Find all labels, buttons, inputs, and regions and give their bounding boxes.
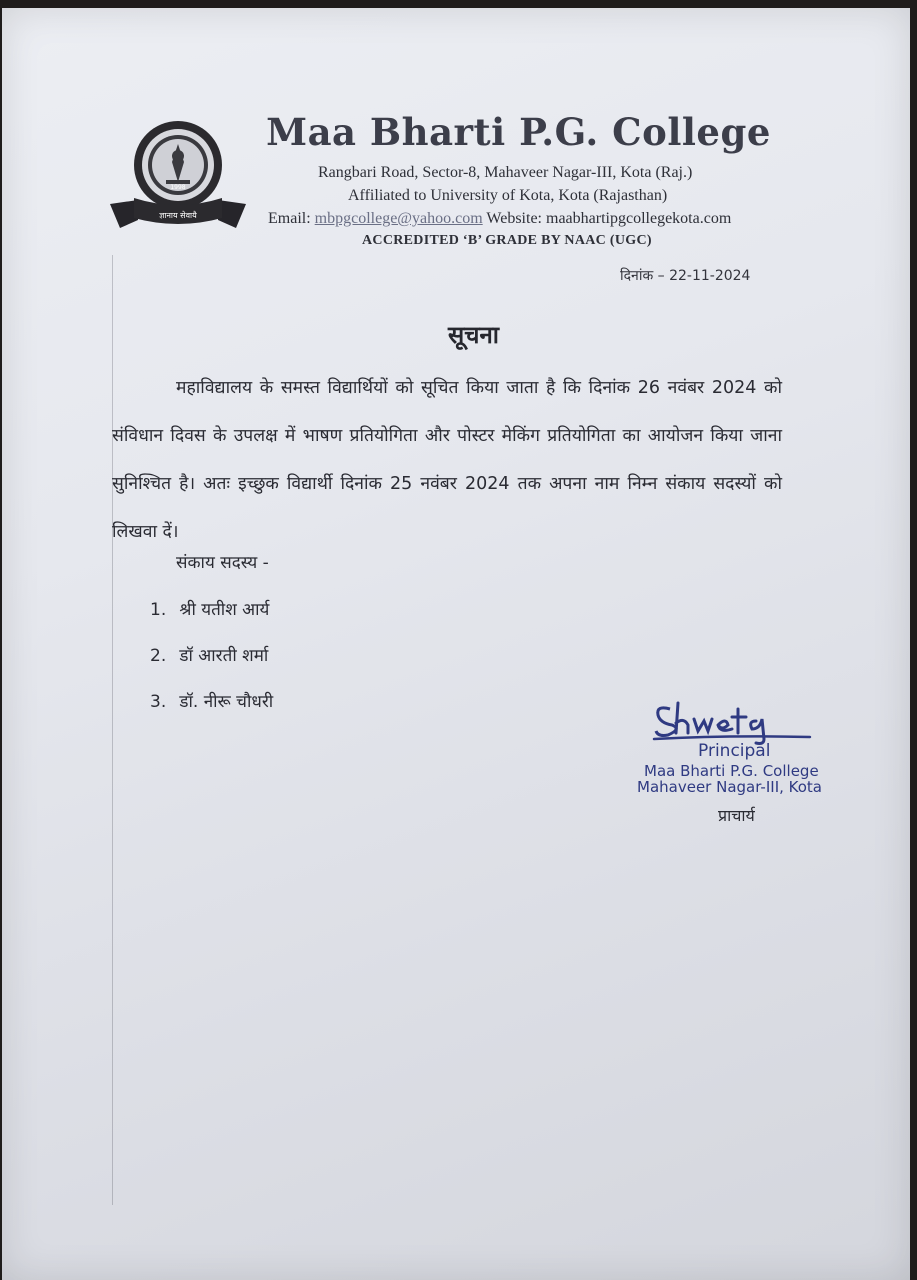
email-link[interactable]: mbpgcollege@yahoo.com xyxy=(314,210,483,227)
website-link[interactable]: maabhartipgcollegekota.com xyxy=(546,210,732,227)
svg-text:1998: 1998 xyxy=(170,184,186,191)
list-item-number: 3. xyxy=(150,692,167,712)
college-name: Maa Bharti P.G. College xyxy=(266,110,771,154)
list-item-name: श्री यतीश आर्य xyxy=(179,600,270,620)
website-label: Website: xyxy=(486,210,542,227)
stamp-title: Principal xyxy=(698,741,771,761)
notice-date: दिनांक – 22-11-2024 xyxy=(620,268,751,284)
email-label: Email: xyxy=(268,210,311,227)
list-item xyxy=(150,597,269,620)
list-item-name: डॉ. नीरू चौधरी xyxy=(179,692,274,712)
handwritten-signature-icon xyxy=(648,695,818,745)
stamp-address: Mahaveer Nagar-III, Kota xyxy=(637,778,822,796)
stamp-college: Maa Bharti P.G. College xyxy=(644,762,819,780)
notice-heading: सूचना xyxy=(448,321,499,349)
designation-hindi: प्राचार्य xyxy=(718,806,755,825)
list-item xyxy=(150,689,273,712)
list-item xyxy=(150,643,268,666)
svg-text:ज्ञानाय सेवायै: ज्ञानाय सेवायै xyxy=(159,211,197,220)
faculty-members-label: संकाय सदस्य - xyxy=(176,553,269,573)
list-item-number: 2. xyxy=(150,646,167,666)
notice-body: महाविद्यालय के समस्त विद्यार्थियों को सूचित किया जाता है कि दिनांक 26 नवंबर 2024 को संविधान दिवस के उपलक्ष में भाषण प्रतियोगिता और पोस्टर मेकिंग प्रतियोगिता का आयोजन किया जाना सुनिश्चित है। अतः इच्छुक विद्यार्थी दिनांक 25 नवंबर 2024 तक अपना नाम निम्न संकाय सदस्यों को लिखवा दें। xyxy=(112,378,782,542)
contact-line xyxy=(268,210,731,228)
accreditation-line: ACCREDITED ‘B’ GRADE BY NAAC (UGC) xyxy=(362,233,652,248)
list-item-name: डॉ आरती शर्मा xyxy=(179,646,269,666)
list-item-number: 1. xyxy=(150,600,167,620)
address-line-2: Affiliated to University of Kota, Kota (Rajasthan) xyxy=(348,187,668,204)
address-line-1: Rangbari Road, Sector-8, Mahaveer Nagar-III, Kota (Raj.) xyxy=(318,164,693,181)
